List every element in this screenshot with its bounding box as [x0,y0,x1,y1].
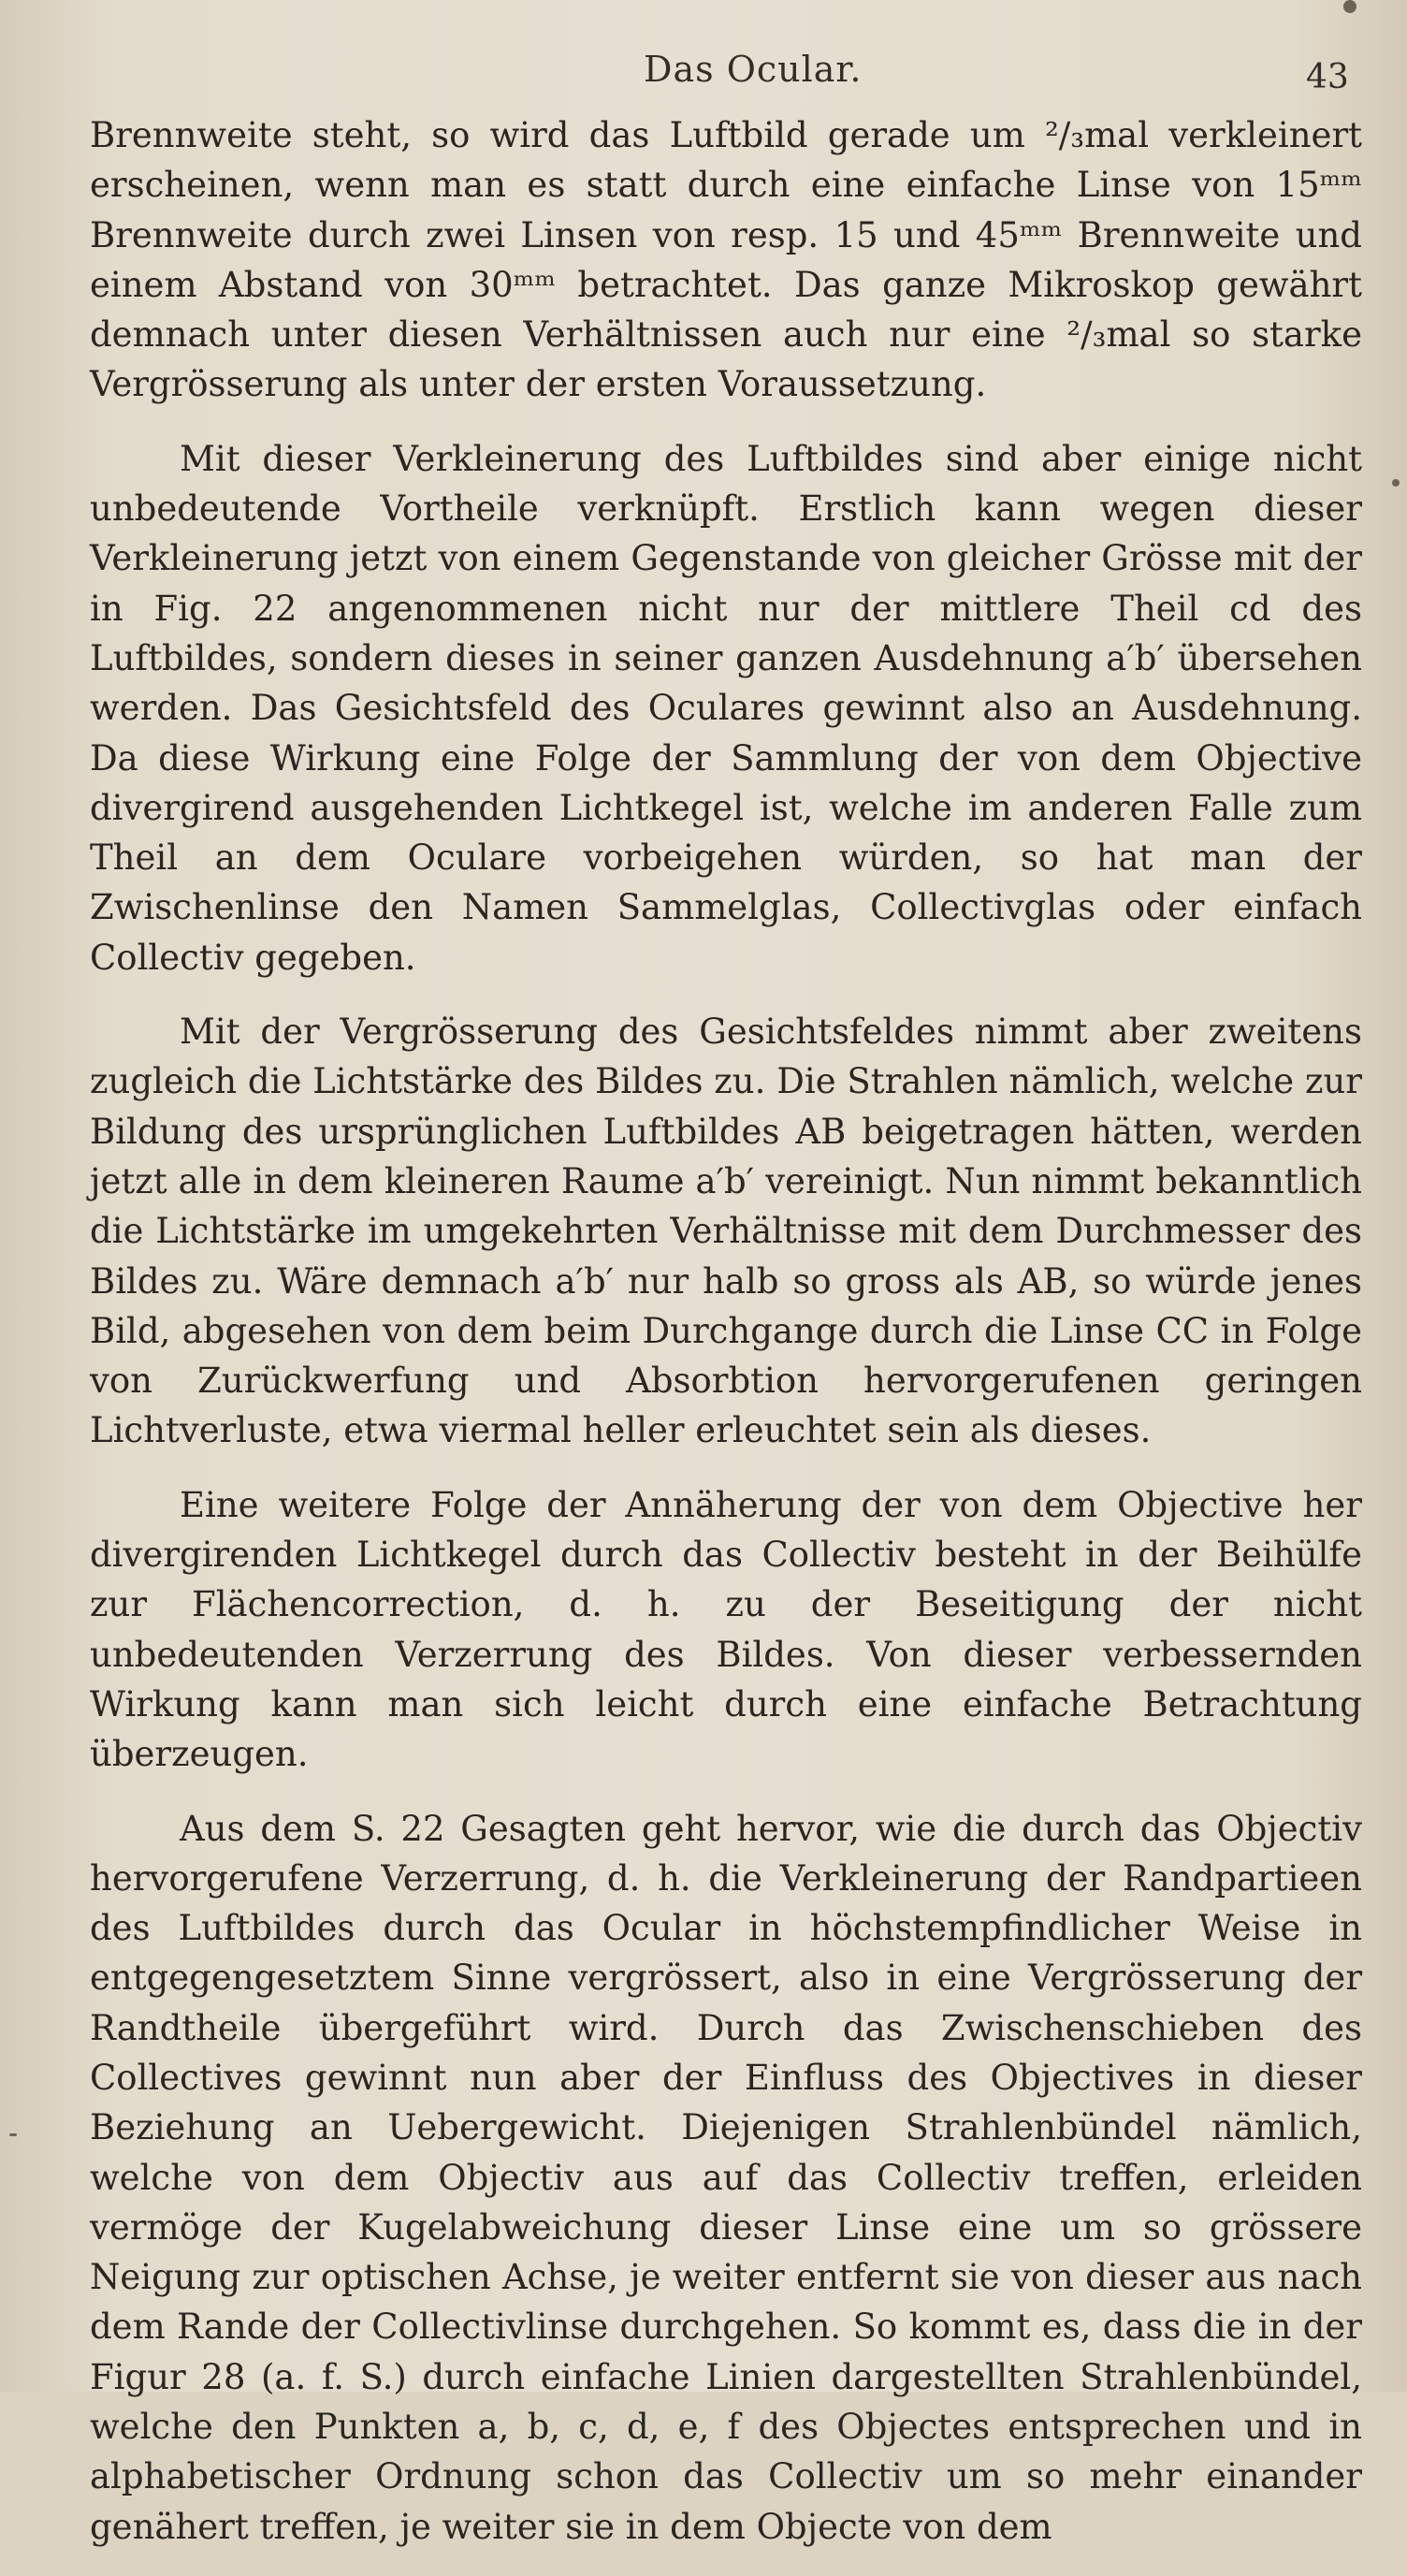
page-number: 43 [1306,58,1349,96]
paper-speck [1343,0,1356,13]
paragraph-4: Eine weitere Folge der Annäherung der von dem Objective her divergirenden Lichtkegel durch das Collectiv besteht in der Beihülfe zur Flächencorrection, d. h. zu der Beseitigung der nicht unbedeutenden Verzerrung des Bildes. Von dieser verbessernden Wirkung kann man sich leicht durch eine einfache Betrachtung überzeugen. [90,1484,1362,1775]
paper-speck [1392,479,1400,487]
running-head-title: Das Ocular. [644,49,863,90]
body-text [90,110,1362,2576]
paragraph-5: Aus dem S. 22 Gesagten geht hervor, wie die durch das Objectiv hervorgerufene Verzerrung, d. h. die Verkleinerung der Randpartieen des Luftbildes durch das Ocular in höchstempfindlicher Weise in entgegengesetztem Sinne vergrössert, also in eine Vergrösserung der Randtheile übergeführt wird. Durch das Zwischenschieben des Collectives gewinnt nun aber der Einfluss des Objectives in dieser Beziehung an Uebergewicht. Diejenigen Strahlenbündel nämlich, welche von dem Objectiv aus auf das Collectiv treffen, erleiden vermöge der Kugelabweichung dieser Linse eine um so grössere Neigung zur optischen Achse, je weiter entfernt sie von dieser aus nach dem Rande der Collectivlinse durchgehen. So kommt es, dass die in der Figur 28 (a. f. S.) durch einfache Linien dargestellten Strahlenbündel, welche den Punkten a, b, c, d, e, f des Objectes entsprechen und in alphabetischer Ordnung schon das Collectiv um so mehr einander genähert treffen, je weiter sie in dem Objecte von dem [90,1808,1362,2547]
running-head [0,49,1407,105]
paragraph-2: Mit dieser Verkleinerung des Luftbildes sind aber einige nicht unbedeutende Vortheile verknüpft. Erstlich kann wegen dieser Verkleinerung jetzt von einem Gegenstande von gleicher Grösse mit der in Fig. 22 angenommenen nicht nur der mittlere Theil cd des Luftbildes, sondern dieses in seiner ganzen Ausdehnung a′b′ übersehen werden. Das Gesichtsfeld des Oculares gewinnt also an Ausdehnung. Da diese Wirkung eine Folge der Sammlung der von dem Objective divergirend ausgehenden Lichtkegel ist, welche im anderen Falle zum Theil an dem Oculare vorbeigehen würden, so hat man der Zwischenlinse den Namen Sammelglas, Collectivglas oder einfach Collectiv gegeben. [90,438,1362,978]
paragraph-1: Brennweite steht, so wird das Luftbild gerade um ²/₃mal verkleinert erscheinen, wenn man es statt durch eine einfache Linse von 15ᵐᵐ Brennweite durch zwei Linsen von resp. 15 und 45ᵐᵐ Brennweite und einem Abstand von 30ᵐᵐ betrachtet. Das ganze Mikroskop gewährt demnach unter diesen Verhältnissen auch nur eine ²/₃mal so starke Vergrösserung als unter der ersten Voraussetzung. [90,115,1362,405]
paragraph-3: Mit der Vergrösserung des Gesichtsfeldes nimmt aber zweitens zugleich die Lichtstärke des Bildes zu. Die Strahlen nämlich, welche zur Bildung des ursprünglichen Luftbildes AB beigetragen hätten, werden jetzt alle in dem kleineren Raume a′b′ vereinigt. Nun nimmt bekanntlich die Lichtstärke im umgekehrten Verhältnisse mit dem Durchmesser des Bildes zu. Wäre demnach a′b′ nur halb so gross als AB, so würde jenes Bild, abgesehen von dem beim Durchgange durch die Linse CC in Folge von Zurückwerfung und Absorbtion hervorgerufenen geringen Lichtverluste, etwa viermal heller erleuchtet sein als dieses. [90,1011,1362,1451]
paper-speck [9,2133,17,2136]
